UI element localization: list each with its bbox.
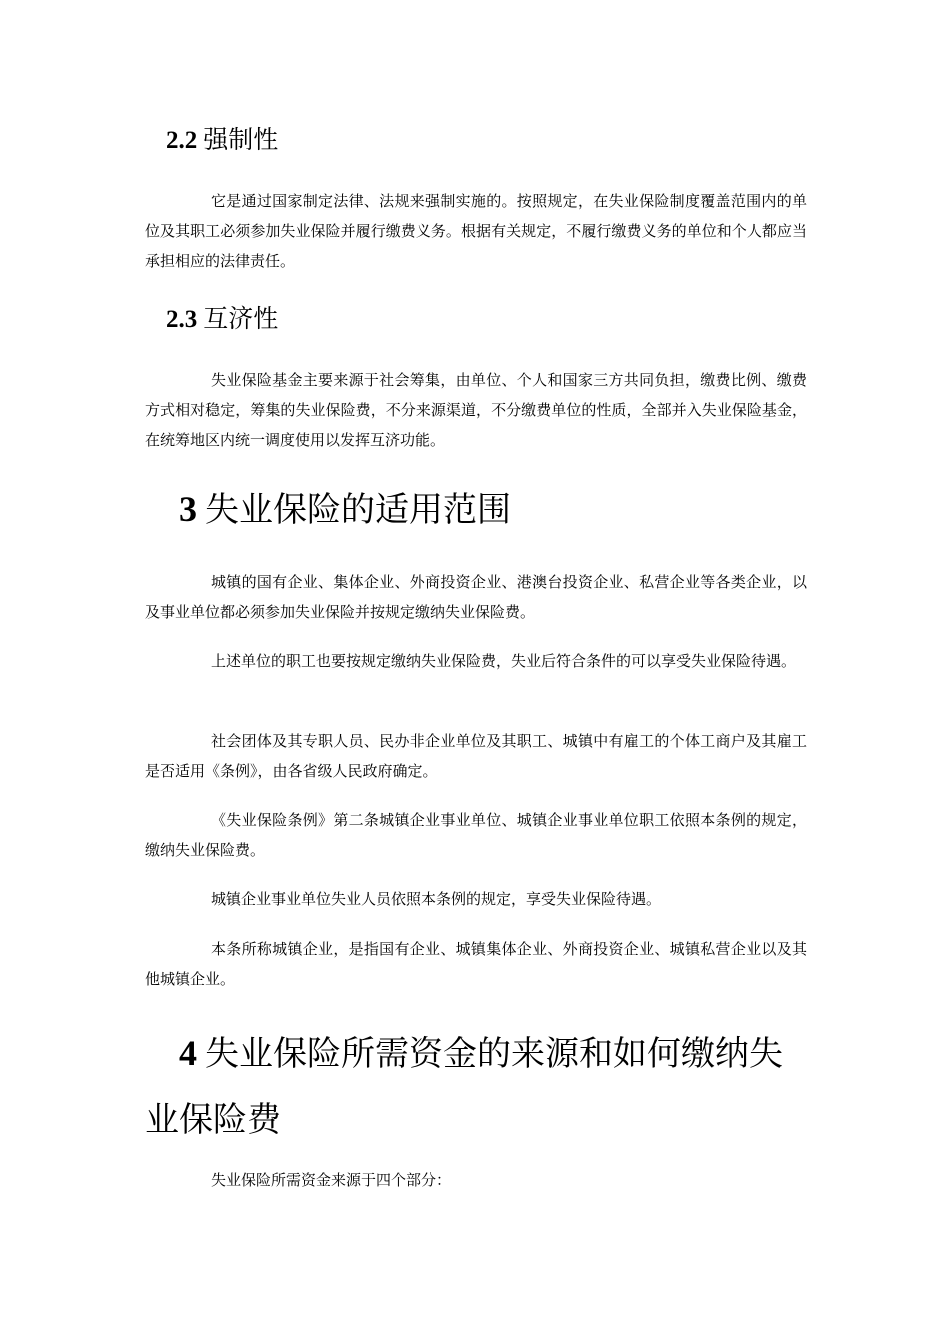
section-title: 强制性	[203, 125, 279, 154]
section-heading-3	[145, 476, 815, 543]
paragraph: 城镇的国有企业、集体企业、外商投资企业、港澳台投资企业、私营企业等各类企业，以及事业单位都必须参加失业保险并按规定缴纳失业保险费。	[145, 573, 807, 621]
section-number: 2.3	[166, 306, 198, 333]
paragraph: 社会团体及其专职人员、民办非企业单位及其职工、城镇中有雇工的个体工商户及其雇工是否适用《条例》，由各省级人民政府确定。	[145, 732, 807, 780]
paragraph: 失业保险所需资金来源于四个部分：	[211, 1171, 452, 1189]
section-title: 失业保险所需资金的来源和如何缴纳失业保险费	[145, 1034, 783, 1140]
section-number: 4	[179, 1033, 197, 1073]
section-heading-4	[145, 1020, 815, 1153]
paragraph: 本条所称城镇企业，是指国有企业、城镇集体企业、外商投资企业、城镇私营企业以及其他城镇企业。	[145, 940, 807, 988]
section-title: 互济性	[203, 304, 279, 333]
paragraph: 失业保险基金主要来源于社会筹集，由单位、个人和国家三方共同负担，缴费比例、缴费方式相对稳定，筹集的失业保险费，不分来源渠道，不分缴费单位的性质，全部并入失业保险基金，在统筹地区内统一调度使用以发挥互济功能。	[145, 371, 807, 449]
paragraph: 它是通过国家制定法律、法规来强制实施的。按照规定，在失业保险制度覆盖范围内的单位及其职工必须参加失业保险并履行缴费义务。根据有关规定，不履行缴费义务的单位和个人都应当承担相应的法律责任。	[145, 192, 807, 270]
section-number: 2.2	[166, 127, 198, 154]
section-title: 失业保险的适用范围	[205, 490, 511, 530]
paragraph: 城镇企业事业单位失业人员依照本条例的规定，享受失业保险待遇。	[211, 890, 662, 908]
section-heading-2-3	[166, 304, 278, 335]
section-heading-2-2	[166, 125, 278, 156]
paragraph: 上述单位的职工也要按规定缴纳失业保险费，失业后符合条件的可以享受失业保险待遇。	[211, 652, 797, 670]
section-number: 3	[179, 489, 197, 529]
paragraph: 《失业保险条例》第二条城镇企业事业单位、城镇企业事业单位职工依照本条例的规定，缴纳失业保险费。	[145, 811, 807, 859]
